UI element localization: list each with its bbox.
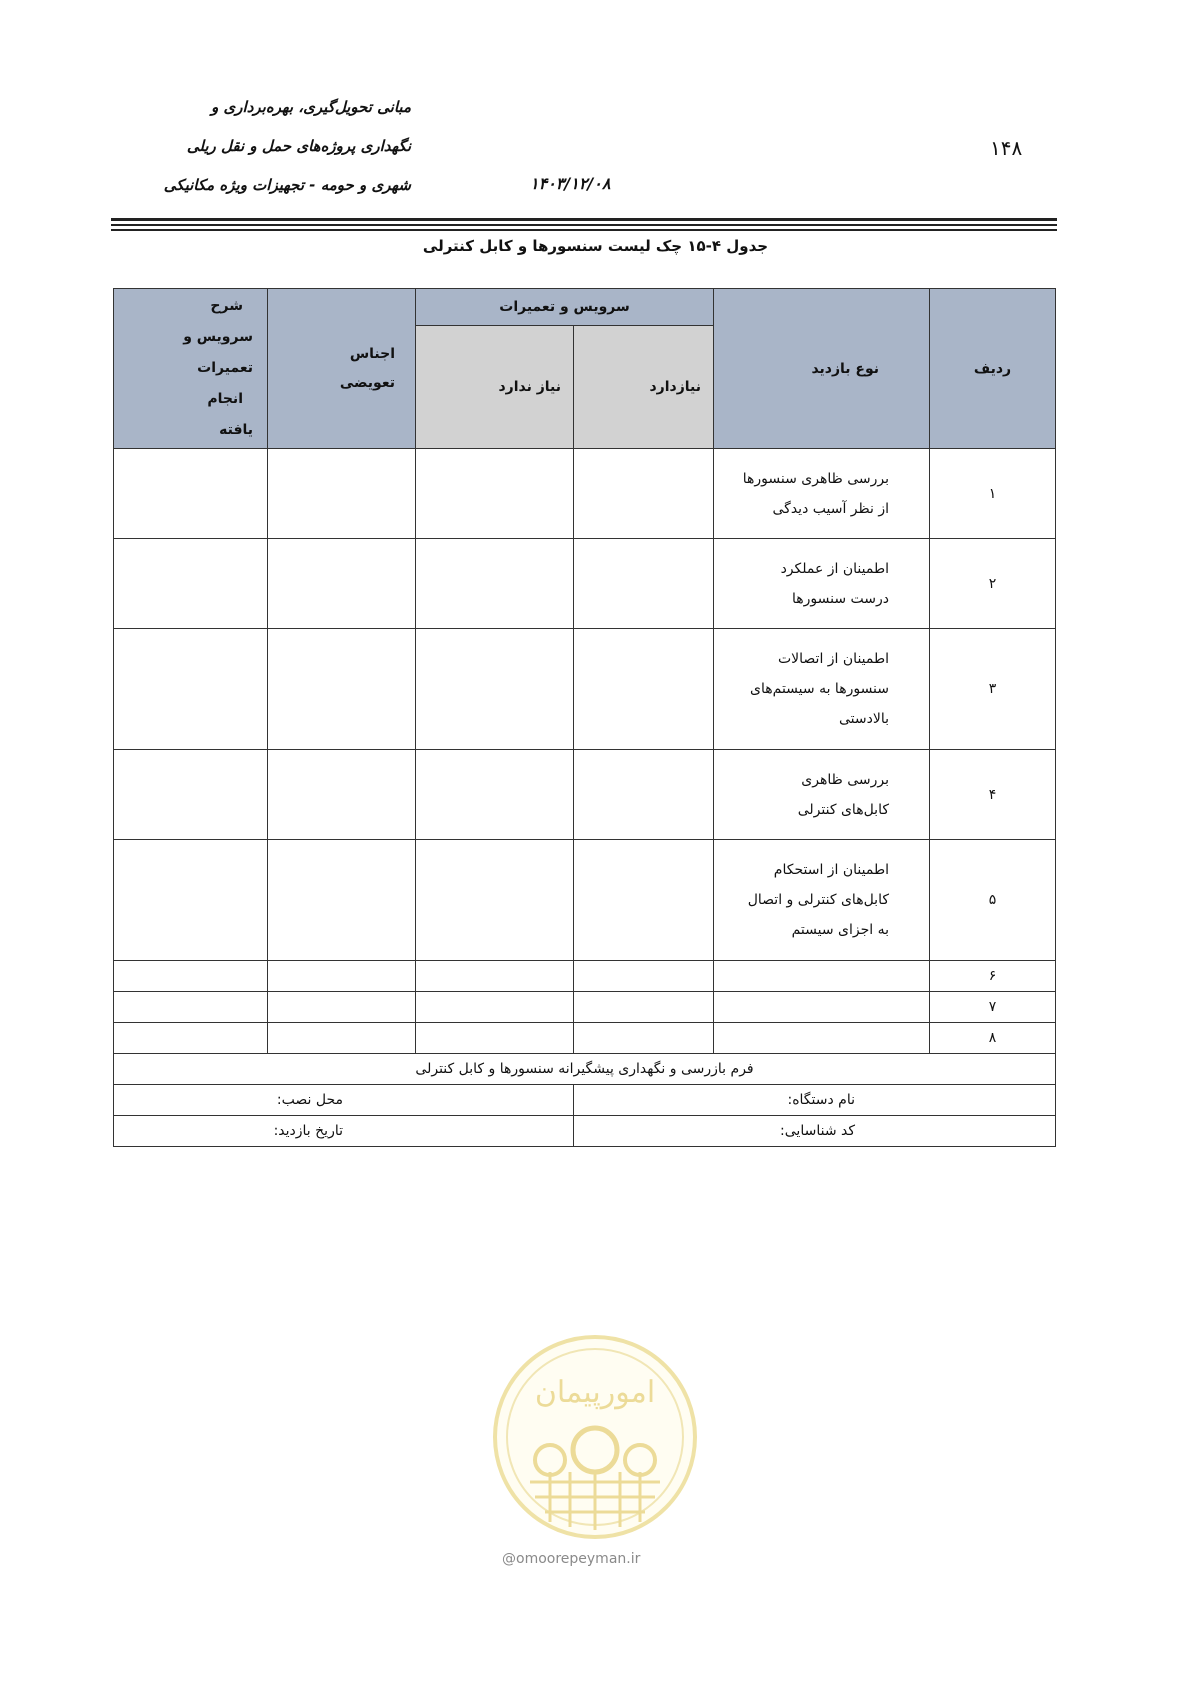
header-description: شرح سرویس و تعمیرات انجام یافته: [114, 289, 268, 449]
header-line-2: نگهداری پروژه‌های حمل و نقل ریلی: [186, 137, 411, 155]
needs-cell[interactable]: [574, 992, 714, 1023]
table-row: [114, 1023, 1056, 1054]
header-row-number: ردیف: [930, 289, 1056, 449]
header-replacement-parts: اجناس تعویضی: [268, 289, 416, 449]
parts-cell[interactable]: [268, 840, 416, 961]
visit-type-cell: بررسی ظاهری کابل‌های کنترلی: [714, 750, 930, 840]
watermark-logo-text: امورپیمان: [534, 1375, 656, 1410]
table-row: [114, 539, 1056, 629]
header-rule: [111, 224, 1057, 226]
visit-type-cell: اطمینان از اتصالات سنسورها به سیستم‌های بالادستی: [714, 629, 930, 750]
no-need-cell[interactable]: [416, 840, 574, 961]
description-cell[interactable]: [114, 539, 268, 629]
visit-type-cell: [714, 961, 930, 992]
row-number: ۷: [930, 992, 1056, 1023]
table-row: [114, 840, 1056, 961]
table-row: [114, 750, 1056, 840]
needs-cell[interactable]: [574, 449, 714, 539]
visit-date-field[interactable]: تاریخ بازدید:: [114, 1116, 574, 1147]
visit-type-cell: بررسی ظاهری سنسورها از نظر آسیب دیدگی: [714, 449, 930, 539]
description-cell[interactable]: [114, 750, 268, 840]
header-line-1: مبانی تحویل‌گیری، بهره‌برداری و: [211, 98, 411, 116]
visit-type-cell: [714, 1023, 930, 1054]
no-need-cell[interactable]: [416, 750, 574, 840]
id-code-field[interactable]: کد شناسایی:: [574, 1116, 1056, 1147]
checklist-table: [113, 288, 1056, 1147]
needs-cell[interactable]: [574, 840, 714, 961]
header-rule: [111, 229, 1057, 231]
description-cell[interactable]: [114, 840, 268, 961]
header-line-3: شهری و حومه - تجهیزات ویژه مکانیکی: [163, 176, 411, 194]
parts-cell[interactable]: [268, 449, 416, 539]
no-need-cell[interactable]: [416, 1023, 574, 1054]
table-row: [114, 992, 1056, 1023]
device-name-field[interactable]: نام دستگاه:: [574, 1085, 1056, 1116]
needs-cell[interactable]: [574, 750, 714, 840]
parts-cell[interactable]: [268, 1023, 416, 1054]
no-need-cell[interactable]: [416, 992, 574, 1023]
row-number: ۵: [930, 840, 1056, 961]
form-title: فرم بازرسی و نگهداری پیشگیرانه سنسورها و کابل کنترلی: [114, 1054, 1056, 1085]
table-row: [114, 629, 1056, 750]
description-cell[interactable]: [114, 629, 268, 750]
needs-cell[interactable]: [574, 539, 714, 629]
no-need-cell[interactable]: [416, 449, 574, 539]
watermark-site: @omoorepeyman.ir: [502, 1551, 641, 1567]
needs-cell[interactable]: [574, 961, 714, 992]
watermark-logo: [490, 1332, 700, 1542]
needs-cell[interactable]: [574, 629, 714, 750]
row-number: ۸: [930, 1023, 1056, 1054]
no-need-cell[interactable]: [416, 629, 574, 750]
parts-cell[interactable]: [268, 629, 416, 750]
no-need-cell[interactable]: [416, 961, 574, 992]
parts-cell[interactable]: [268, 961, 416, 992]
visit-type-cell: [714, 992, 930, 1023]
row-number: ۴: [930, 750, 1056, 840]
description-cell[interactable]: [114, 449, 268, 539]
table-row: [114, 449, 1056, 539]
header-needs: نیازدارد: [574, 326, 714, 449]
parts-cell[interactable]: [268, 539, 416, 629]
row-number: ۶: [930, 961, 1056, 992]
parts-cell[interactable]: [268, 992, 416, 1023]
header-no-need: نیاز ندارد: [416, 326, 574, 449]
table-caption: جدول ۴-۱۵ چک لیست سنسورها و کابل کنترلی: [422, 237, 769, 255]
row-number: ۱: [930, 449, 1056, 539]
parts-cell[interactable]: [268, 750, 416, 840]
description-cell[interactable]: [114, 1023, 268, 1054]
header-rule: [111, 218, 1057, 221]
description-cell[interactable]: [114, 992, 268, 1023]
header-service-group: سرویس و تعمیرات: [416, 289, 714, 326]
row-number: ۳: [930, 629, 1056, 750]
no-need-cell[interactable]: [416, 539, 574, 629]
visit-type-cell: اطمینان از استحکام کابل‌های کنترلی و اتصال به اجزای سیستم: [714, 840, 930, 961]
needs-cell[interactable]: [574, 1023, 714, 1054]
header-visit-type: نوع بازدید: [714, 289, 930, 449]
header-date: ۱۴۰۳/۱۲/۰۸: [530, 174, 611, 193]
table-row: [114, 961, 1056, 992]
page-number: ۱۴۸: [990, 136, 1023, 160]
row-number: ۲: [930, 539, 1056, 629]
visit-type-cell: اطمینان از عملکرد درست سنسورها: [714, 539, 930, 629]
description-cell[interactable]: [114, 961, 268, 992]
install-location-field[interactable]: محل نصب:: [114, 1085, 574, 1116]
